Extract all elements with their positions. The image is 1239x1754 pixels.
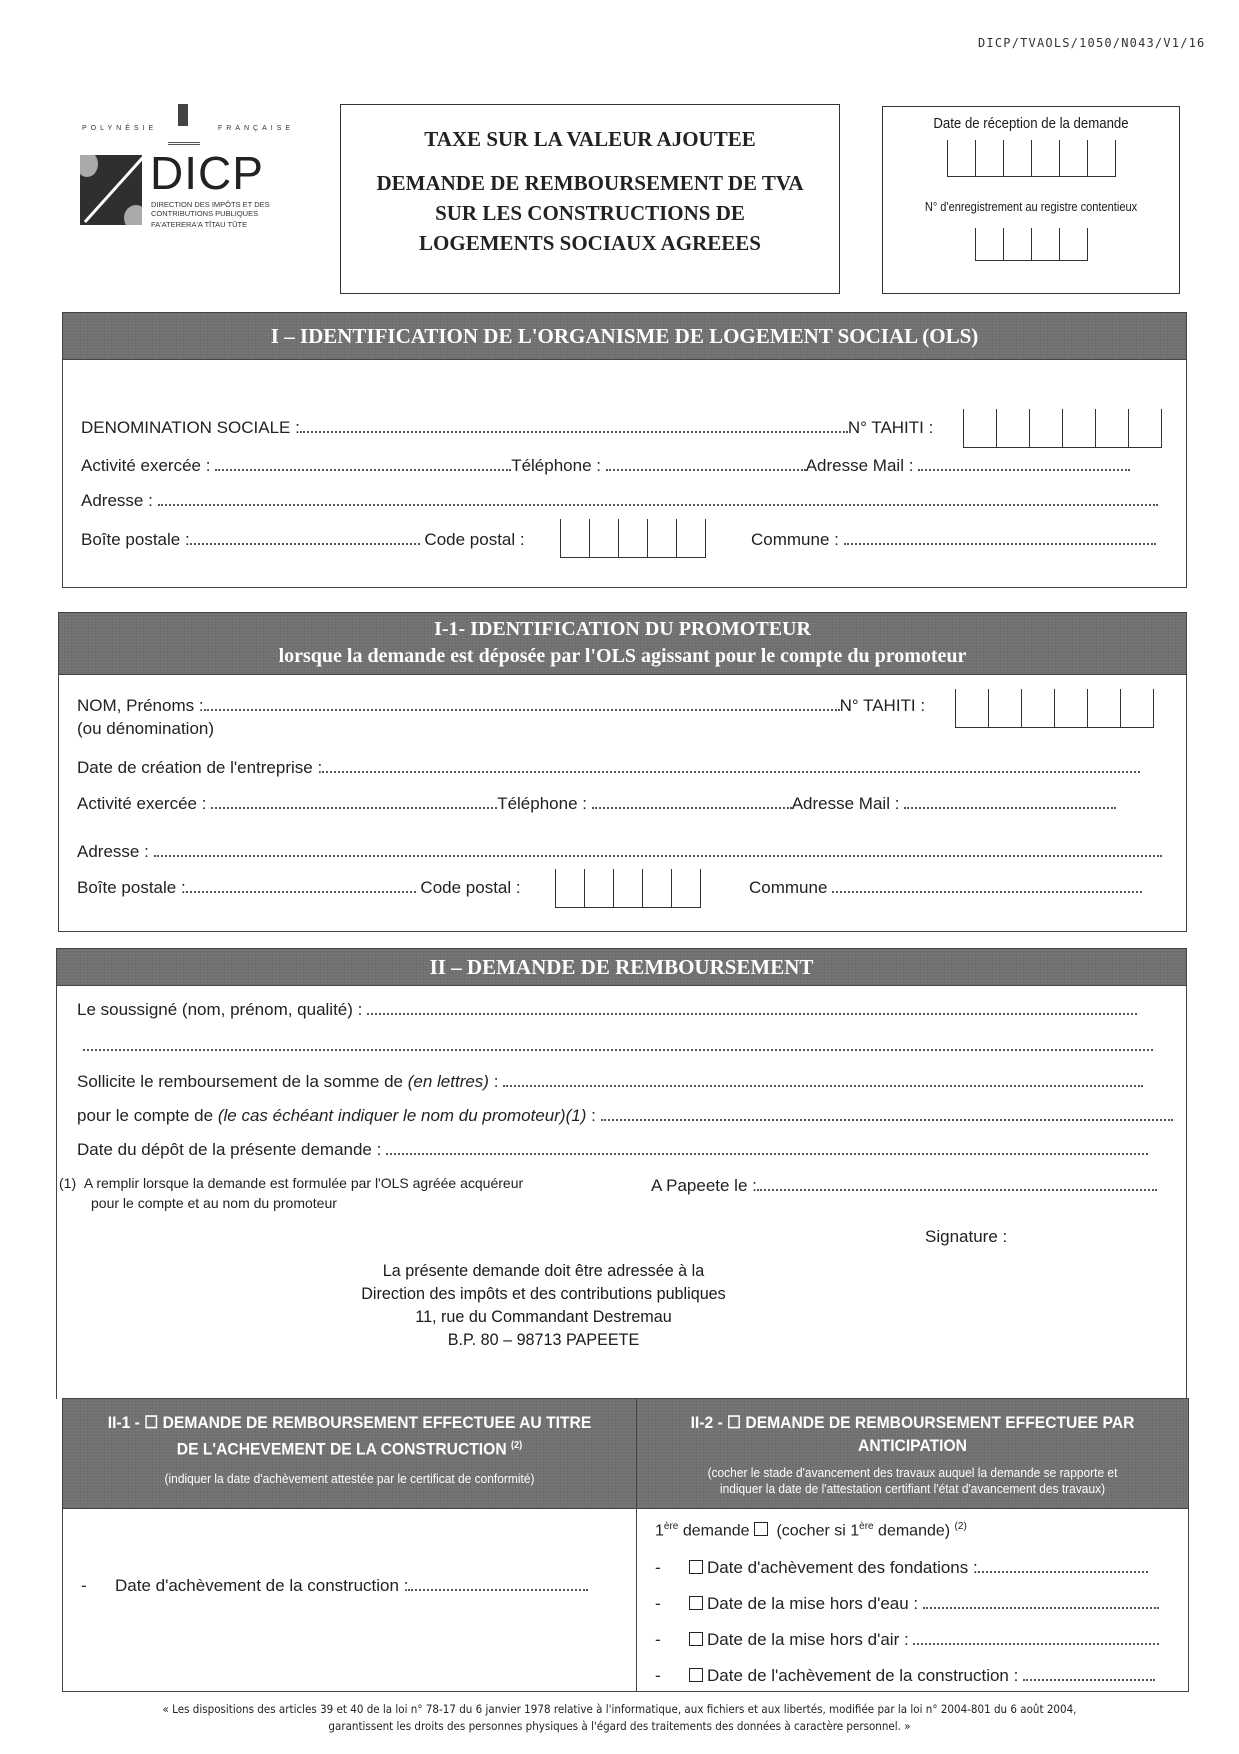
promoter-commune-row (749, 877, 1142, 898)
promoter-email-input[interactable] (904, 793, 1116, 809)
first-request-note: (2) (954, 1521, 967, 1532)
promoter-postal-row (77, 877, 521, 898)
completion-date-row (81, 1575, 588, 1596)
dicp-emblem-icon (80, 155, 142, 225)
promoter-name-row (77, 695, 925, 716)
stage-air-tight-row (655, 1629, 1159, 1650)
account-input[interactable] (601, 1105, 1173, 1121)
account-label: pour le compte de (77, 1106, 214, 1125)
stage-completion-checkbox[interactable] (689, 1668, 703, 1682)
footnote-1 (59, 1175, 523, 1191)
form-title-line-4: LOGEMENTS SOCIAUX AGREEES (419, 231, 761, 255)
stage-air-tight-input[interactable] (913, 1629, 1159, 1645)
section-completion-refund (63, 1399, 637, 1691)
ols-po-box-input[interactable] (190, 529, 420, 545)
ols-phone-label: Téléphone : (511, 456, 601, 475)
stage-foundations-label: Date d'achèvement des fondations : (707, 1558, 978, 1577)
bullet-dash: - (655, 1594, 661, 1613)
undersigned-label: Le soussigné (nom, prénom, qualité) : (77, 1000, 363, 1019)
reception-box (882, 106, 1180, 294)
section-refund-request (56, 948, 1187, 1399)
bullet-dash: - (81, 1576, 87, 1595)
stage-water-tight-label: Date de la mise hors d'eau : (707, 1594, 919, 1613)
amount-input[interactable] (503, 1071, 1143, 1087)
ols-denomination-row (81, 417, 933, 438)
section-promoter-title: I-1- IDENTIFICATION DU PROMOTEUR (434, 618, 811, 640)
completion-date-label: Date d'achèvement de la construction : (115, 1576, 409, 1595)
footnote-line-2: pour le compte et au nom du promoteur (91, 1195, 337, 1211)
mailing-address-line-3: 11, rue du Commandant Destremau (415, 1307, 672, 1326)
promoter-activity-input[interactable] (211, 793, 497, 809)
mailing-address-line-4: B.P. 80 – 98713 PAPEETE (447, 1330, 640, 1349)
deposit-date-label: Date du dépôt de la présente demande : (77, 1140, 382, 1159)
deposit-date-input[interactable] (386, 1139, 1148, 1155)
ols-tahiti-label: N° TAHITI : (847, 418, 934, 437)
promoter-postal-code-label: Code postal : (420, 878, 521, 897)
deposit-date-row (77, 1139, 1148, 1160)
ols-activity-row (81, 455, 1130, 476)
account-row: pour le compte de (le cas échéant indiquer le nom du promoteur)(1) : (77, 1105, 1173, 1126)
signature-label: Signature : (925, 1227, 1008, 1246)
promoter-phone-input[interactable] (592, 793, 792, 809)
promoter-name-input[interactable] (204, 695, 840, 711)
section-ols-identification (62, 312, 1187, 588)
registry-number-label: N° d'enregistrement au registre contentieux (924, 199, 1138, 214)
logo-acronym: DICP (150, 147, 264, 199)
legal-notice-line-2: garantissent les droits des personnes physiques à l'égard des traitements des données à caractère personnel. » (328, 1719, 911, 1733)
mailing-address-block (57, 1259, 1186, 1351)
section-ols-title: I – IDENTIFICATION DE L'ORGANISME DE LOGEMENT SOCIAL (OLS) (63, 313, 1186, 360)
amount-label: Sollicite le remboursement de la somme de (77, 1072, 403, 1091)
undersigned-continuation-row (83, 1035, 1153, 1056)
stage-completion-input[interactable] (1023, 1665, 1155, 1681)
section-refund-title: II – DEMANDE DE REMBOURSEMENT (57, 949, 1186, 986)
completion-title-line-1: II-1 - ☐ DEMANDE DE REMBOURSEMENT EFFECTUEE AU TITRE (107, 1413, 592, 1432)
anticipation-title-line-2: ANTICIPATION (858, 1436, 967, 1455)
first-request-number: 1 (655, 1522, 664, 1540)
first-request-sup: ère (663, 1521, 679, 1532)
ols-address-label: Adresse : (81, 491, 153, 510)
logo-right-word: FRANÇAISE (218, 125, 295, 132)
ols-po-box-label: Boîte postale : (81, 530, 190, 549)
amount-hint: (en lettres) (407, 1072, 489, 1091)
ols-denomination-label: DENOMINATION SOCIALE : (81, 418, 300, 437)
anticipation-title-line-1: II-2 - ☐ DEMANDE DE REMBOURSEMENT EFFECTUEE PAR (690, 1413, 1135, 1432)
section-refund-types (62, 1398, 1189, 1692)
ols-email-input[interactable] (918, 455, 1130, 471)
ols-postal-code-input[interactable] (560, 519, 706, 558)
promoter-tahiti-input[interactable] (955, 689, 1154, 728)
promoter-phone-label: Téléphone : (497, 794, 587, 813)
stage-completion-row (655, 1665, 1155, 1686)
bullet-dash: - (655, 1630, 661, 1649)
section-promoter-subtitle: lorsque la demande est déposée par l'OLS agissant pour le compte du promoteur (278, 645, 967, 667)
reception-date-field[interactable] (947, 140, 1116, 177)
promoter-name-sub: (ou dénomination) (77, 719, 215, 738)
promoter-po-box-input[interactable] (186, 877, 416, 893)
promoter-address-label: Adresse : (77, 842, 149, 861)
form-title-tax: TAXE SUR LA VALEUR AJOUTEE (424, 127, 756, 151)
place-date-input[interactable] (757, 1175, 1157, 1191)
first-request-row (655, 1521, 967, 1540)
ols-activity-input[interactable] (215, 455, 511, 471)
stage-air-tight-label: Date de la mise hors d'air : (707, 1630, 909, 1649)
form-title-line-3: SUR LES CONSTRUCTIONS DE (435, 201, 745, 225)
bullet-dash: - (655, 1558, 661, 1577)
place-date-row (651, 1175, 1157, 1196)
promoter-creation-input[interactable] (322, 757, 1140, 773)
section-promoter-header (59, 613, 1186, 675)
polynesia-emblem-icon (168, 104, 200, 145)
stage-completion-label: Date de l'achèvement de la construction : (707, 1666, 1019, 1685)
dicp-logo (80, 100, 310, 240)
form-reference-code: DICP/TVAOLS/1050/N043/V1/16 (978, 36, 1206, 50)
ols-email-label: Adresse Mail : (805, 456, 914, 475)
stage-water-tight-row (655, 1593, 1159, 1614)
completion-hint: (indiquer la date d'achèvement attestée par le certificat de conformité) (164, 1470, 535, 1486)
section-anticipation-header (637, 1399, 1188, 1509)
section-anticipation-refund (637, 1399, 1188, 1691)
first-request-label: demande (682, 1522, 750, 1540)
first-request-hint-sup: ère (859, 1521, 874, 1532)
logo-line-2: CONTRIBUTIONS PUBLIQUES (151, 209, 259, 218)
promoter-email-label: Adresse Mail : (791, 794, 900, 813)
ols-activity-label: Activité exercée : (81, 456, 211, 475)
completion-title-note: (2) (510, 1440, 523, 1451)
undersigned-row (77, 999, 1137, 1020)
promoter-address-row (77, 841, 1162, 862)
promoter-creation-row (77, 757, 1140, 778)
legal-notice (62, 1702, 1177, 1733)
form-title-box (340, 104, 840, 294)
stage-foundations-checkbox[interactable] (689, 1560, 703, 1574)
stage-foundations-input[interactable] (978, 1557, 1148, 1573)
promoter-commune-label: Commune (749, 878, 828, 897)
completion-date-input[interactable] (408, 1575, 588, 1591)
anticipation-hint-line-1: (cocher le stade d'avancement des travaux auquel la demande se rapporte et (707, 1465, 1118, 1480)
reception-date-label: Date de réception de la demande (933, 115, 1129, 132)
undersigned-input[interactable] (367, 999, 1137, 1015)
promoter-creation-label: Date de création de l'entreprise : (77, 758, 323, 777)
promoter-postal-code-input[interactable] (555, 869, 701, 908)
mailing-address-line-2: Direction des impôts et des contributions publiques (361, 1284, 726, 1303)
footnote-number: (1) (59, 1175, 77, 1191)
completion-title[interactable] (86, 1411, 613, 1461)
ols-postal-row (81, 529, 525, 550)
stage-foundations-row (655, 1557, 1148, 1578)
promoter-name-label: NOM, Prénoms : (77, 696, 204, 715)
ols-address-input[interactable] (158, 490, 1158, 506)
ols-postal-code-label: Code postal : (424, 530, 525, 549)
stage-water-tight-checkbox[interactable] (689, 1596, 703, 1610)
undersigned-input-continued[interactable] (83, 1035, 1153, 1051)
ols-address-row (81, 490, 1158, 511)
footnote-line-1: A remplir lorsque la demande est formulée par l'OLS agréée acquéreur (83, 1175, 524, 1191)
promoter-tahiti-label: N° TAHITI : (839, 696, 926, 715)
place-date-label: A Papeete le : (651, 1176, 757, 1195)
stage-air-tight-checkbox[interactable] (689, 1632, 703, 1646)
first-request-checkbox[interactable] (754, 1522, 768, 1536)
promoter-address-input[interactable] (154, 841, 1162, 857)
ols-tahiti-input[interactable] (963, 409, 1162, 448)
anticipation-hint-line-2: indiquer la date de l'attestation certifiant l'état d'avancement des travaux) (719, 1481, 1106, 1496)
logo-left-word: POLYNÉSIE (82, 125, 158, 132)
promoter-po-box-label: Boîte postale : (77, 878, 186, 897)
promoter-activity-label: Activité exercée : (77, 794, 207, 813)
bullet-dash: - (655, 1666, 661, 1685)
ols-denomination-input[interactable] (300, 417, 848, 433)
stage-water-tight-input[interactable] (923, 1593, 1159, 1609)
account-hint: (le cas échéant indiquer le nom du promoteur)(1) (217, 1106, 587, 1125)
ols-commune-input[interactable] (844, 529, 1156, 545)
legal-notice-line-1: « Les dispositions des articles 39 et 40 de la loi n° 78-17 du 6 janvier 1978 relative à l'informatique, aux fichiers et aux libertés, modifiée par la loi n° 2004-801 du 6 août 2004, (162, 1702, 1077, 1716)
first-request-hint-end: demande) (878, 1522, 951, 1540)
anticipation-hint (659, 1465, 1166, 1497)
form-title-line-2: DEMANDE DE REMBOURSEMENT DE TVA (376, 171, 804, 195)
first-request-hint: (cocher si 1 (776, 1522, 860, 1540)
promoter-activity-row (77, 793, 1116, 814)
mailing-address-line-1: La présente demande doit être adressée à la (382, 1261, 705, 1280)
amount-row: Sollicite le remboursement de la somme de (en lettres) : (77, 1071, 1143, 1092)
section-promoter-identification (58, 612, 1187, 932)
logo-line-1: DIRECTION DES IMPÔTS ET DES (151, 200, 270, 209)
anticipation-title[interactable] (659, 1411, 1166, 1457)
promoter-commune-input[interactable] (832, 877, 1142, 893)
registry-number-field[interactable] (975, 228, 1088, 261)
ols-commune-label: Commune : (751, 530, 839, 549)
ols-phone-input[interactable] (606, 455, 806, 471)
section-completion-header (63, 1399, 636, 1509)
completion-title-line-2: DE L'ACHEVEMENT DE LA CONSTRUCTION (176, 1439, 507, 1459)
ols-commune-row (751, 529, 1156, 550)
logo-line-3: FA'ATERERA'A TĪTAU TŪTE (151, 220, 248, 229)
